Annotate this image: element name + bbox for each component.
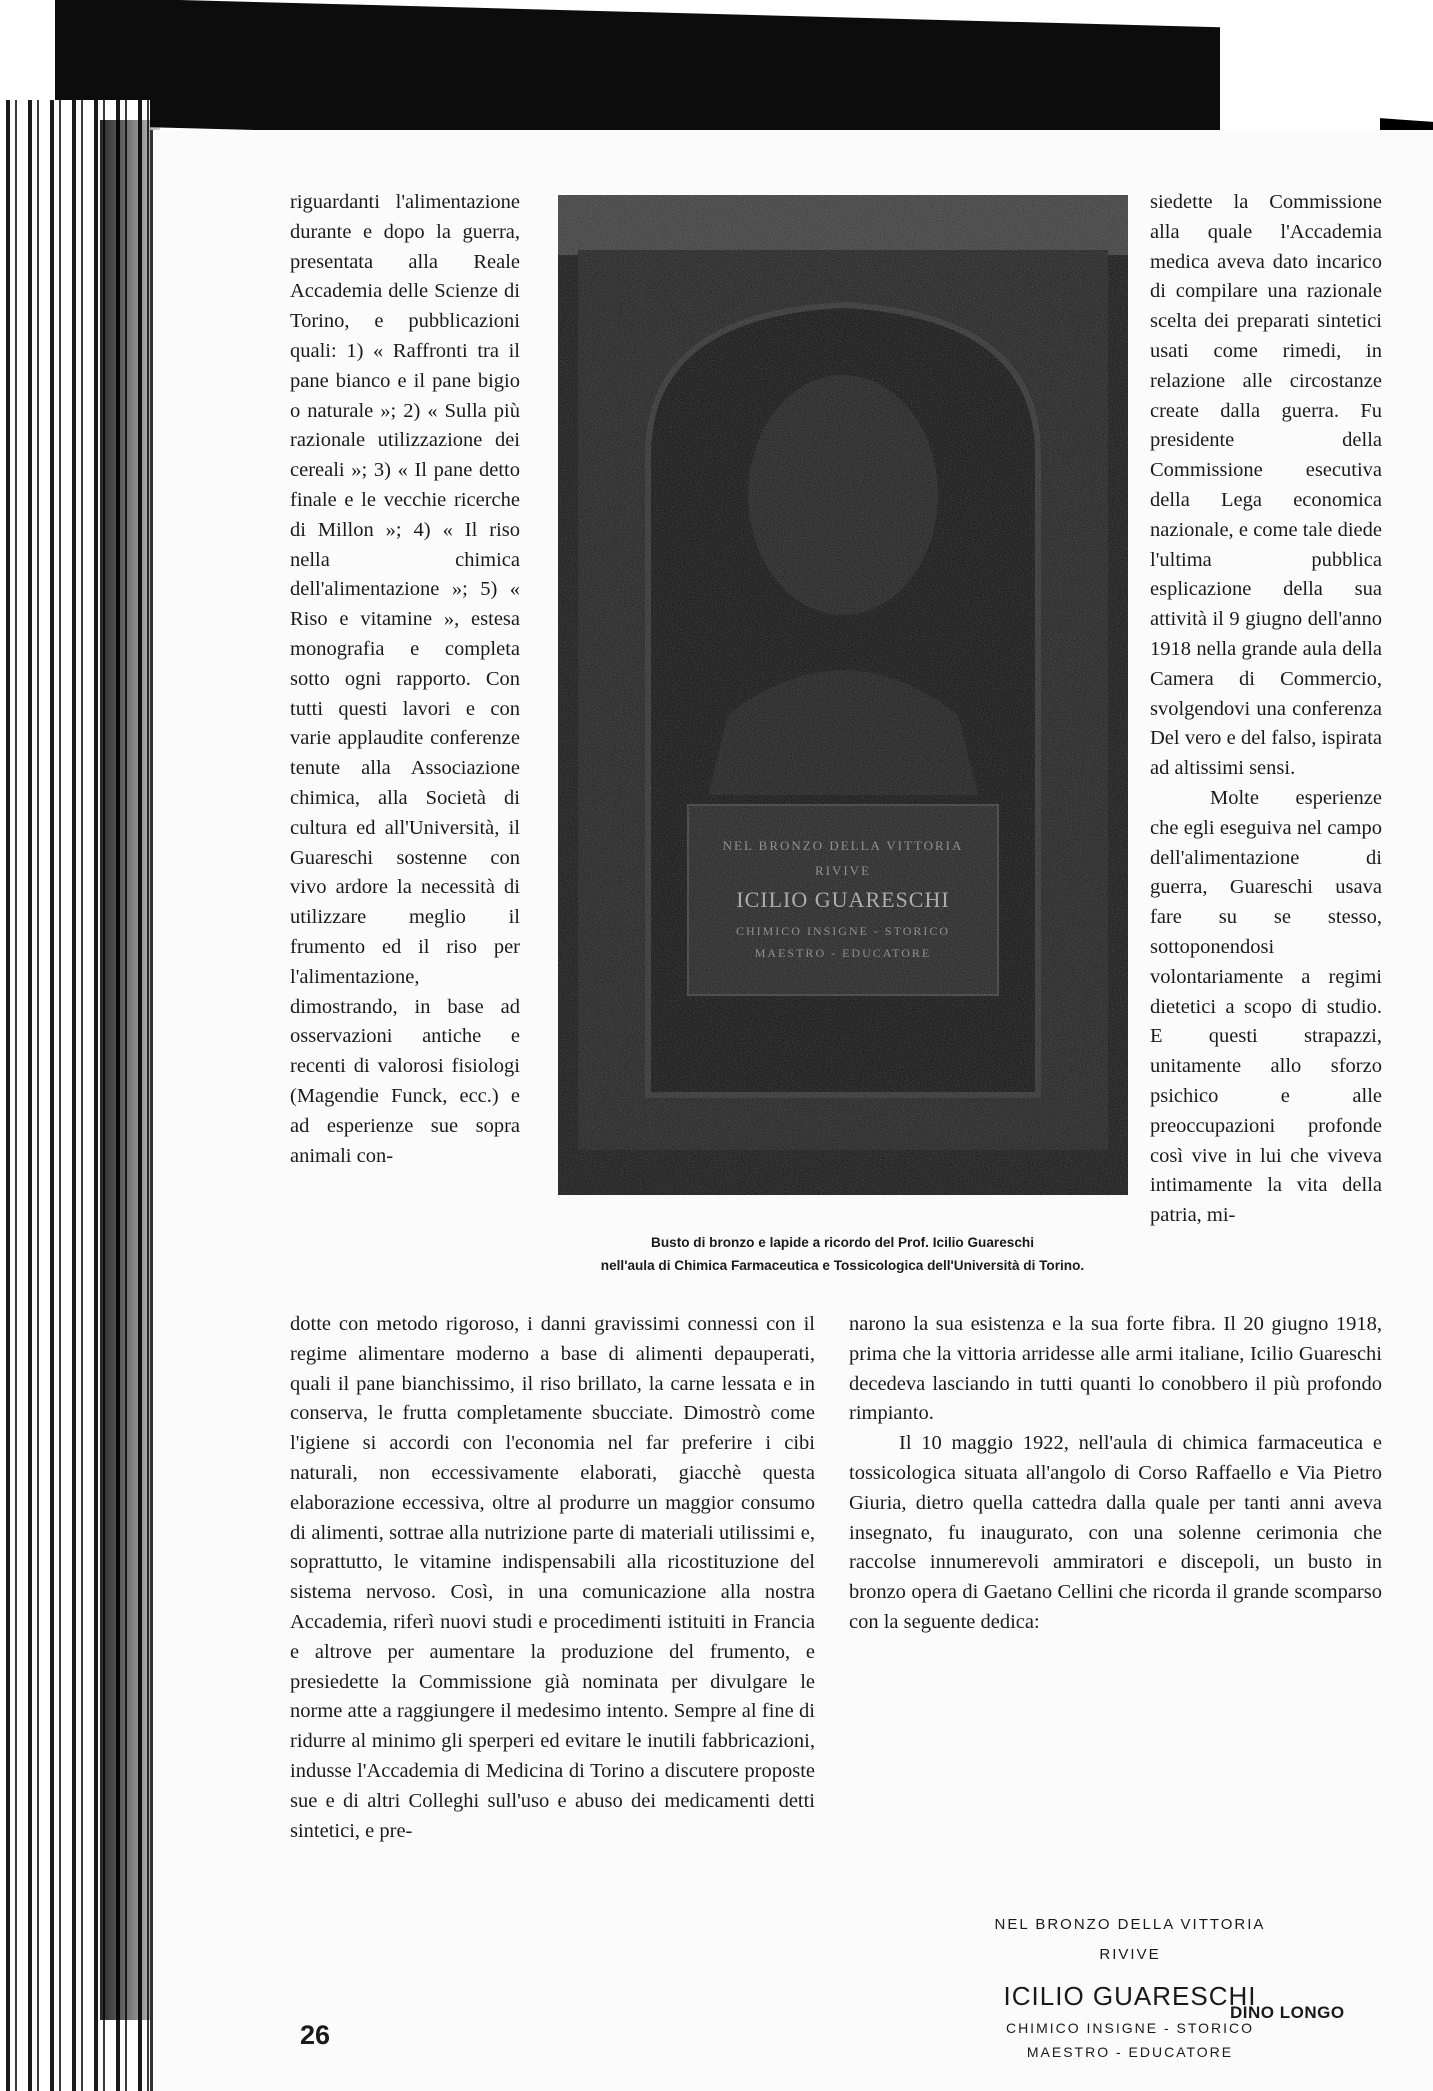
dedication-line-4: MAESTRO - EDUCATORE (1026, 2044, 1234, 2060)
paragraph: dotte con metodo rigoroso, i danni gravissimi connessi con il regime alimentare moderno a base di alimenti depauperati, quali il pane bianchissimo, il riso brillato, la carne lessata e in conserva, le frutta completamente sbucciate. Dimostrò come l'igiene si accordi con l'economia nel far preferire i cibi naturali, non eccessivamente elaborati, giacchè questa elaborazione eccessiva, oltre al produrre un maggior consumo di alimenti, sottrae alla nutrizione parte di materiali utilissimi e, soprattutto, le vitamine indispensabili alla ricostituzione del sistema nervoso. Così, in una comunicazione alla nostra Accademia, riferì nuovi studi e procedimenti istituiti in Francia e altrove per aumentare la produzione del frumento, e presiedette la Commissione già nominata per divulgare le norme atte a raggiungere il medesimo intento. Sempre al fine di ridurre al minimo gli sperperi ed evitare le inutili fabbricazioni, indusse l'Accademia di Medicina di Torino a discutere proposte sue e di altri Colleghi sull'uso e abuso dei medicamenti detti sintetici, e pre- (290, 1313, 815, 1842)
dedication-line-2: RIVIVE (1099, 1946, 1161, 1963)
dedication-inscription (940, 1910, 1320, 2064)
dedication-line-3: CHIMICO INSIGNE - STORICO (1005, 2020, 1255, 2036)
photo-bust-and-plaque (558, 195, 1128, 1195)
right-column-text (1150, 188, 1382, 1231)
dedication-name: ICILIO GUARESCHI (1003, 1981, 1257, 2011)
dedication-line-1: NEL BRONZO DELLA VITTORIA (994, 1916, 1266, 1933)
paragraph: Molte esperienze che egli eseguiva nel campo dell'alimentazione di guerra, Guareschi usava fare su se stesso, sottoponendosi volontariamente a regimi dietetici a scopo di studio. E questi strapazzi, unitamente allo sforzo psichico e alle preoccupazioni profonde così vive in lui che viveva intimamente la vita della patria, mi- (1150, 786, 1382, 1227)
left-column-text (290, 188, 520, 1171)
page-number: 26 (300, 2020, 331, 2050)
paragraph: riguardanti l'alimentazione durante e dopo la guerra, presentata alla Reale Accademia delle Scienze di Torino, e pubblicazioni quali: 1) « Raffronti tra il pane bianco e il pane bigio o naturale »; 2) « Sulla più razionale utilizzazione dei cereali »; 3) « Il pane detto finale e le vecchie ricerche di Millon »; 4) « Il riso nella chimica dell'alimentazione »; 5) « Riso e vitamine », estesa monografia e completa sotto ogni rapporto. Con tutti questi lavori e con varie applaudite conferenze tenute alla Associazione chimica, alla Società di cultura ed all'Università, il Guareschi sostenne con vivo ardore la necessità di utilizzare meglio il frumento ed il riso per l'alimentazione, dimostrando, in base ad osservazioni antiche e recenti di valorosi fisiologi (Magendie Funck, ecc.) e ad esperienze sue sopra animali con- (290, 191, 520, 1167)
paragraph: siedette la Commissione alla quale l'Accademia medica aveva dato incarico di compilare una razionale scelta dei preparati sintetici usati come rimedi, in relazione alle circostanze create dalla guerra. Fu presidente della Commissione esecutiva della Lega economica nazionale, e come tale diede l'ultima pubblica esplicazione della sua attività il 9 giugno dell'anno 1918 nella grande aula della Camera di Commercio, svolgendovi una conferenza Del vero e del falso, ispirata ad altissimi sensi. (1150, 191, 1382, 780)
bottom-left-column-text (290, 1310, 815, 1846)
caption-line-1: Busto di bronzo e lapide a ricordo del Prof. Icilio Guareschi (651, 1235, 1034, 1250)
paragraph: narono la sua esistenza e la sua forte fibra. Il 20 giugno 1918, prima che la vittoria arridesse alle armi italiane, Icilio Guareschi decedeva lasciando in tutti quanti lo conobbero il più profondo rimpianto. (849, 1313, 1382, 1425)
author-signature: DINO LONGO (1230, 2003, 1345, 2022)
paragraph: Il 10 maggio 1922, nell'aula di chimica farmaceutica e tossicologica situata all'angolo di Corso Raffaello e Via Pietro Giuria, dietro quella cattedra dalla quale per tanti anni aveva insegnato, fu inaugurato, con una solenne cerimonia che raccolse innumerevoli ammiratori e discepoli, un busto in bronzo opera di Gaetano Cellini che ricorda il grande scomparso con la seguente dedica: (849, 1432, 1382, 1633)
photo-caption (545, 1231, 1140, 1277)
caption-line-2: nell'aula di Chimica Farmaceutica e Tossicologica dell'Università di Torino. (600, 1258, 1085, 1273)
bottom-right-column-text (849, 1310, 1382, 1638)
